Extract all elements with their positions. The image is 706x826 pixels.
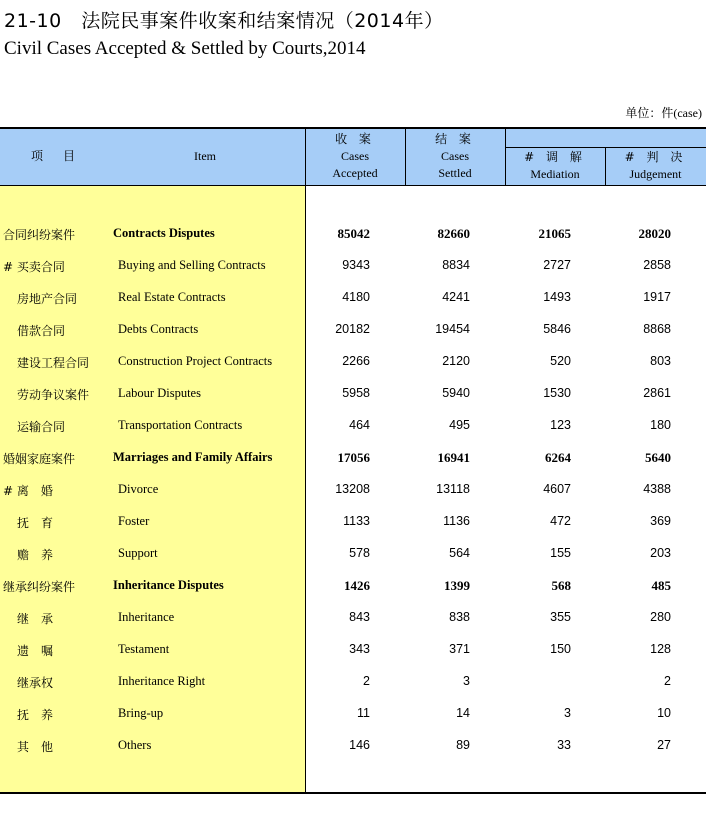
- table-row: [0, 226, 706, 246]
- row-mediation-value: 355: [550, 610, 571, 624]
- table-row: [0, 354, 706, 374]
- row-settled-value: 5940: [442, 386, 470, 400]
- row-item-en: Contracts Disputes: [113, 226, 215, 240]
- row-mediation-value: 123: [550, 418, 571, 432]
- row-item-en: Inheritance Right: [118, 674, 206, 688]
- row-settled-value: 89: [456, 738, 470, 752]
- row-mediation-value: 150: [550, 642, 571, 656]
- row-item-en: Divorce: [118, 482, 159, 496]
- page-title-en: Civil Cases Accepted & Settled by Courts,2014: [4, 38, 366, 59]
- row-judgement-value: 180: [650, 418, 671, 432]
- row-accepted-value: 2: [363, 674, 370, 688]
- header-accepted-en2: Accepted: [332, 166, 378, 180]
- row-judgement-value: 2861: [643, 386, 671, 400]
- table-top-rule: [0, 127, 706, 129]
- table-row: [0, 578, 706, 598]
- unit-en: (case): [673, 106, 702, 120]
- row-settled-value: 3: [463, 674, 470, 688]
- table-row: [0, 450, 706, 470]
- table-row: [0, 642, 706, 662]
- table-row: [0, 386, 706, 406]
- row-judgement-value: 10: [657, 706, 671, 720]
- header-item-en-text: Item: [194, 149, 216, 163]
- row-accepted-value: 578: [349, 546, 370, 560]
- unit-cn: 单位：件: [625, 106, 674, 120]
- row-settled-value: 1399: [444, 578, 470, 593]
- header-accepted: [305, 131, 405, 182]
- header-judgement-cn: # 判 决: [624, 150, 687, 164]
- header-item-en: [160, 148, 250, 165]
- row-settled-value: 13118: [436, 482, 470, 496]
- row-item-en: Marriages and Family Affairs: [113, 450, 273, 464]
- row-mediation-value: 33: [557, 738, 571, 752]
- row-judgement-value: 369: [650, 514, 671, 528]
- row-item-en: Others: [118, 738, 152, 752]
- row-settled-value: 838: [449, 610, 470, 624]
- row-settled-value: 16941: [437, 450, 470, 465]
- row-accepted-value: 85042: [337, 226, 370, 241]
- row-item-en: Bring-up: [118, 706, 164, 720]
- header-mediation-cn: # 调 解: [524, 150, 586, 164]
- header-bottom-rule: [0, 185, 706, 186]
- table-row: [0, 546, 706, 566]
- row-accepted-value: 11: [357, 706, 370, 720]
- row-settled-value: 8834: [442, 258, 470, 272]
- unit-label: [625, 104, 702, 121]
- row-judgement-value: 27: [657, 738, 671, 752]
- row-accepted-value: 1426: [344, 578, 370, 593]
- row-accepted-value: 843: [349, 610, 370, 624]
- row-mediation-value: 5846: [543, 322, 571, 336]
- header-mediation: [505, 149, 605, 183]
- row-item-cn: 抚 育: [17, 516, 54, 530]
- row-mediation-value: 6264: [545, 450, 571, 465]
- row-item-cn: 继承权: [17, 676, 54, 690]
- row-item-cn: # 买卖合同: [3, 260, 65, 274]
- row-judgement-value: 1917: [643, 290, 671, 304]
- row-item-en: Debts Contracts: [118, 322, 199, 336]
- row-item-en: Real Estate Contracts: [118, 290, 226, 304]
- row-mediation-value: 568: [551, 578, 571, 593]
- header-item-cn: [0, 148, 110, 165]
- row-item-en: Transportation Contracts: [118, 418, 243, 432]
- row-accepted-value: 20182: [335, 322, 370, 336]
- table-row: [0, 418, 706, 438]
- row-item-en: Buying and Selling Contracts: [118, 258, 266, 272]
- row-accepted-value: 1133: [343, 514, 370, 528]
- row-judgement-value: 2: [664, 674, 671, 688]
- row-judgement-value: 203: [650, 546, 671, 560]
- row-mediation-value: 472: [550, 514, 571, 528]
- row-item-cn: 合同纠纷案件: [3, 228, 76, 242]
- header-accepted-cn: 收 案: [335, 132, 375, 146]
- row-item-cn: 继 承: [17, 612, 54, 626]
- row-judgement-value: 128: [650, 642, 671, 656]
- row-mediation-value: 21065: [538, 226, 571, 241]
- row-mediation-value: 2727: [543, 258, 571, 272]
- sub-header-rule: [505, 147, 706, 148]
- table-row: [0, 706, 706, 726]
- row-mediation-value: 3: [564, 706, 571, 720]
- row-item-cn: 其 他: [17, 740, 54, 754]
- row-settled-value: 82660: [437, 226, 470, 241]
- row-item-en: Construction Project Contracts: [118, 354, 273, 368]
- row-accepted-value: 343: [349, 642, 370, 656]
- header-settled: [405, 131, 505, 182]
- row-item-en: Inheritance Disputes: [113, 578, 224, 592]
- row-settled-value: 2120: [442, 354, 470, 368]
- table-row: [0, 258, 706, 278]
- table-row: [0, 290, 706, 310]
- row-item-cn: 婚姻家庭案件: [3, 452, 76, 466]
- table-row: [0, 482, 706, 502]
- row-judgement-value: 28020: [638, 226, 671, 241]
- table-row: [0, 322, 706, 342]
- table-bottom-rule: [0, 792, 706, 794]
- row-item-cn: 运输合同: [17, 420, 66, 434]
- row-item-en: Foster: [118, 514, 150, 528]
- header-settled-cn: 结 案: [435, 132, 475, 146]
- row-judgement-value: 2858: [643, 258, 671, 272]
- row-accepted-value: 2266: [342, 354, 370, 368]
- header-accepted-en1: Cases: [341, 149, 369, 163]
- row-settled-value: 1136: [443, 514, 470, 528]
- page-title-cn: 21-10 法院民事案件收案和结案情况（2014年）: [4, 10, 444, 32]
- table-row: [0, 514, 706, 534]
- row-item-cn: 抚 养: [17, 708, 54, 722]
- row-accepted-value: 17056: [337, 450, 370, 465]
- row-judgement-value: 5640: [645, 450, 671, 465]
- row-mediation-value: 1530: [543, 386, 571, 400]
- row-item-cn: 劳动争议案件: [17, 388, 90, 402]
- row-item-cn: 遗 嘱: [17, 644, 54, 658]
- row-settled-value: 564: [449, 546, 470, 560]
- row-settled-value: 495: [449, 418, 470, 432]
- header-judgement-en: Judgement: [629, 167, 682, 181]
- row-item-cn: 赡 养: [17, 548, 54, 562]
- row-item-en: Inheritance: [118, 610, 175, 624]
- row-accepted-value: 5958: [342, 386, 370, 400]
- row-item-cn: # 离 婚: [3, 484, 53, 498]
- row-mediation-value: 4607: [543, 482, 571, 496]
- row-item-en: Labour Disputes: [118, 386, 201, 400]
- row-judgement-value: 280: [650, 610, 671, 624]
- row-accepted-value: 146: [349, 738, 370, 752]
- row-accepted-value: 464: [349, 418, 370, 432]
- table-row: [0, 738, 706, 758]
- row-judgement-value: 8868: [643, 322, 671, 336]
- header-settled-en2: Settled: [438, 166, 472, 180]
- row-settled-value: 371: [449, 642, 470, 656]
- header-mediation-en: Mediation: [530, 167, 580, 181]
- row-item-cn: 继承纠纷案件: [3, 580, 76, 594]
- row-item-cn: 建设工程合同: [17, 356, 90, 370]
- table-row: [0, 610, 706, 630]
- row-judgement-value: 803: [650, 354, 671, 368]
- row-item-en: Testament: [118, 642, 170, 656]
- row-mediation-value: 155: [550, 546, 571, 560]
- header-judgement: [605, 149, 706, 183]
- table-row: [0, 674, 706, 694]
- header-item-cn-text: 项 目: [30, 149, 79, 163]
- row-mediation-value: 1493: [543, 290, 571, 304]
- row-accepted-value: 9343: [342, 258, 370, 272]
- row-item-cn: 借款合同: [17, 324, 66, 338]
- row-settled-value: 19454: [435, 322, 470, 336]
- row-accepted-value: 13208: [335, 482, 370, 496]
- row-accepted-value: 4180: [342, 290, 370, 304]
- row-item-en: Support: [118, 546, 158, 560]
- row-item-cn: 房地产合同: [17, 292, 78, 306]
- row-mediation-value: 520: [550, 354, 571, 368]
- row-settled-value: 4241: [442, 290, 470, 304]
- row-judgement-value: 485: [651, 578, 671, 593]
- row-settled-value: 14: [456, 706, 470, 720]
- header-settled-en1: Cases: [441, 149, 469, 163]
- row-judgement-value: 4388: [643, 482, 671, 496]
